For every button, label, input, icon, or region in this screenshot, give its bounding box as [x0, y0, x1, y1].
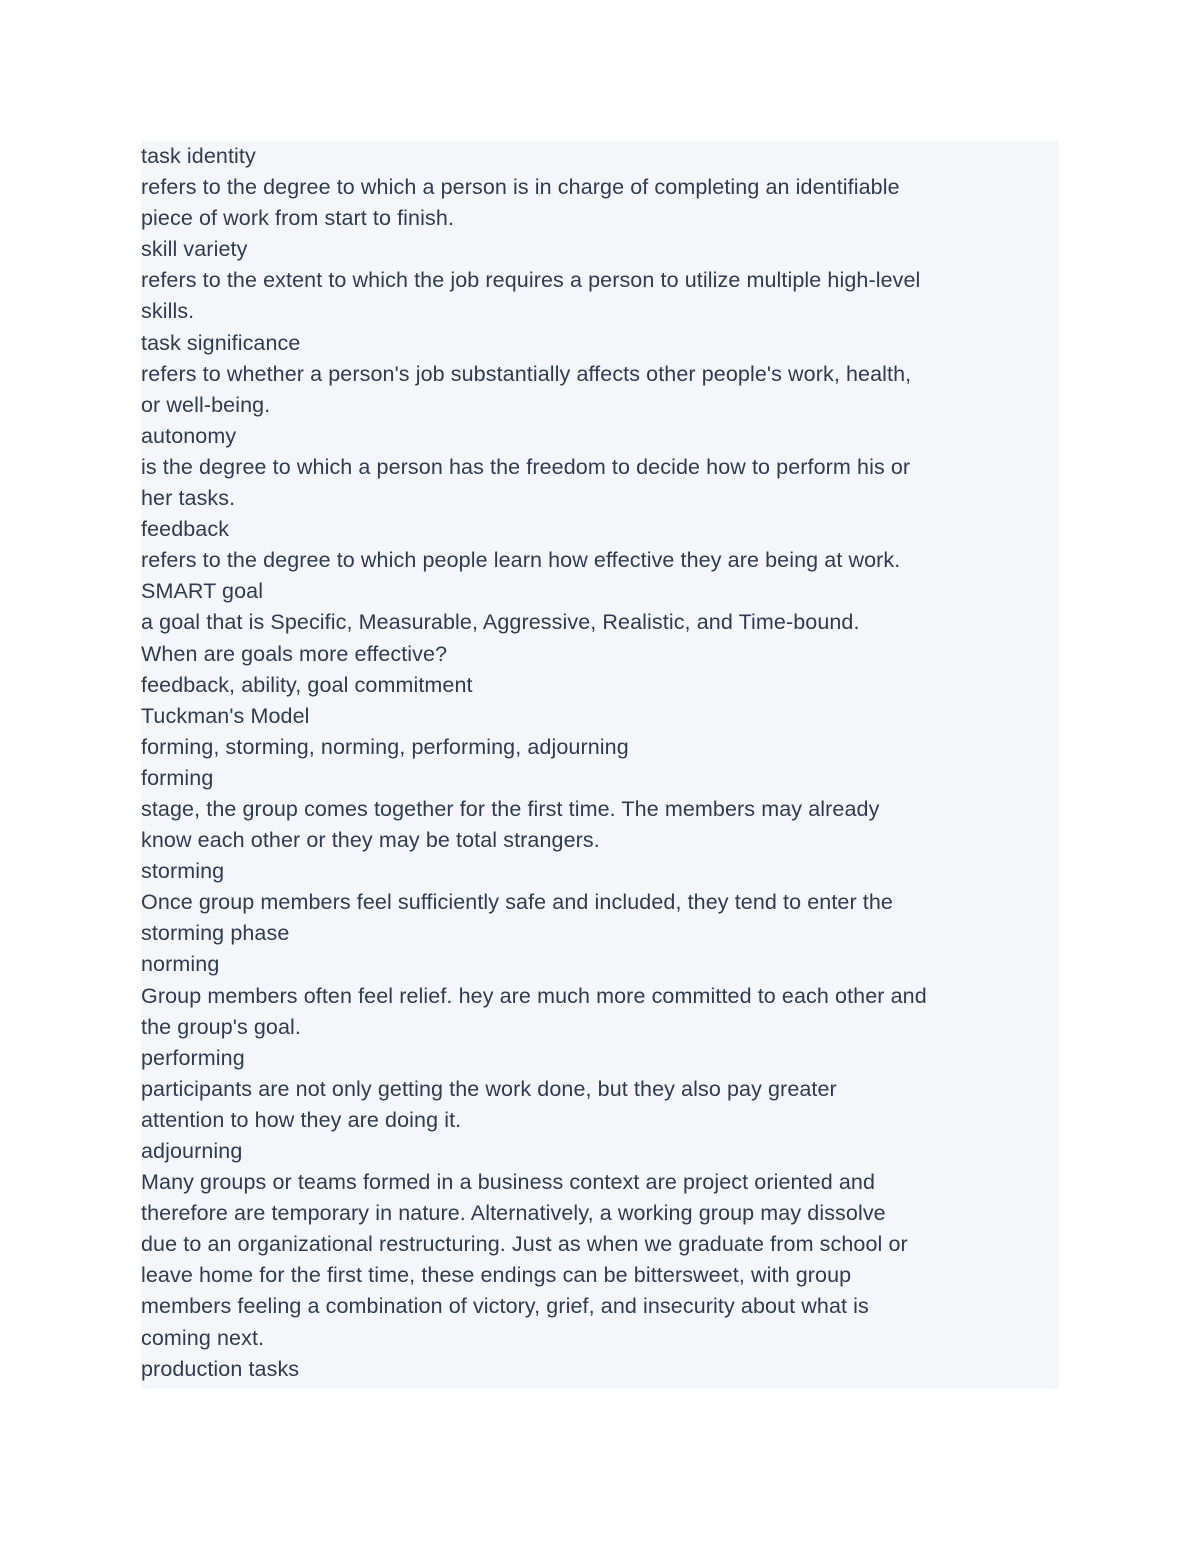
text-line: coming next.: [141, 1325, 265, 1350]
text-line: feedback: [141, 517, 230, 542]
text-line: leave home for the first time, these endings can be bittersweet, with group: [141, 1263, 852, 1288]
text-line: storming phase: [141, 921, 290, 946]
text-line: task significance: [141, 330, 301, 355]
text-line: Group members often feel relief. hey are much more committed to each other and: [141, 983, 927, 1008]
text-line: attention to how they are doing it.: [141, 1107, 462, 1132]
text-line: When are goals more effective?: [141, 641, 448, 666]
text-line: is the degree to which a person has the freedom to decide how to perform his or: [141, 454, 911, 479]
text-line: production tasks: [141, 1356, 300, 1381]
text-line: forming, storming, norming, performing, adjourning: [141, 734, 629, 759]
text-line: skill variety: [141, 237, 248, 262]
text-line: the group's goal.: [141, 1014, 301, 1039]
text-line: refers to the degree to which a person is in charge of completing an identifiable: [141, 175, 900, 200]
text-line: Tuckman's Model: [141, 703, 310, 728]
text-line: a goal that is Specific, Measurable, Aggressive, Realistic, and Time-bound.: [141, 610, 860, 635]
text-line: refers to the degree to which people learn how effective they are being at work.: [141, 548, 901, 573]
text-line: or well-being.: [141, 392, 271, 417]
flashcard-text: [141, 141, 1071, 1385]
text-line: piece of work from start to finish.: [141, 206, 454, 231]
text-line: autonomy: [141, 423, 237, 448]
text-line: performing: [141, 1045, 245, 1070]
text-line: task identity: [141, 144, 256, 168]
text-line: SMART goal: [141, 579, 264, 604]
text-line: feedback, ability, goal commitment: [141, 672, 473, 697]
text-line: refers to whether a person's job substantially affects other people's work, health,: [141, 361, 912, 386]
text-line: due to an organizational restructuring. Just as when we graduate from school or: [141, 1232, 908, 1257]
text-line: participants are not only getting the work done, but they also pay greater: [141, 1076, 837, 1101]
text-line: adjourning: [141, 1139, 243, 1163]
text-line: Once group members feel sufficiently safe and included, they tend to enter the: [141, 890, 893, 915]
text-line: skills.: [141, 299, 195, 324]
text-line: norming: [141, 952, 220, 977]
text-line: forming: [141, 765, 214, 790]
text-line: her tasks.: [141, 486, 236, 511]
text-line: members feeling a combination of victory, grief, and insecurity about what is: [141, 1294, 869, 1319]
text-line: know each other or they may be total strangers.: [141, 828, 600, 853]
text-line: therefore are temporary in nature. Alternatively, a working group may dissolve: [141, 1201, 886, 1226]
text-line: storming: [141, 859, 225, 884]
text-line: stage, the group comes together for the first time. The members may already: [141, 796, 880, 821]
text-line: Many groups or teams formed in a business context are project oriented and: [141, 1170, 876, 1195]
text-line: refers to the extent to which the job requires a person to utilize multiple high-level: [141, 268, 921, 293]
